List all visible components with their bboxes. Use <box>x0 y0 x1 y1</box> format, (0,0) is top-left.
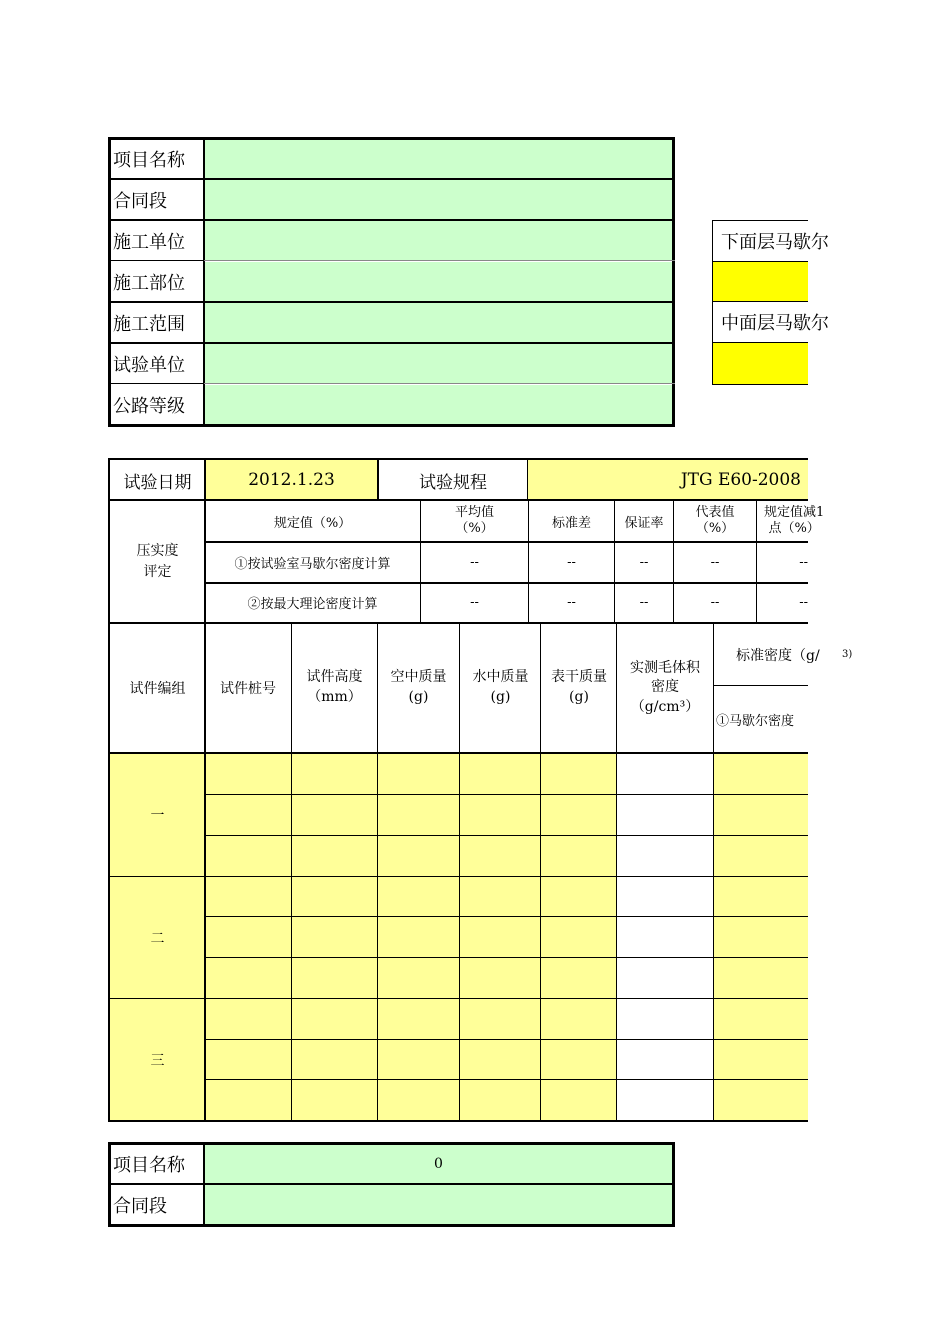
border <box>291 623 292 1121</box>
border <box>108 219 675 221</box>
border <box>108 383 204 384</box>
border <box>108 342 675 344</box>
construction-part-label: 施工部位 <box>113 272 185 294</box>
border <box>108 301 675 303</box>
contract-section-label-2: 合同段 <box>113 1195 167 1217</box>
border <box>108 424 675 427</box>
test-date-value[interactable]: 2012.1.23 <box>205 460 378 500</box>
border <box>108 752 808 754</box>
border <box>108 998 808 999</box>
col-average: 平均值 （%） <box>454 505 494 536</box>
contract-section-label: 合同段 <box>113 190 167 212</box>
test-unit-label: 试验单位 <box>113 354 185 376</box>
border <box>714 685 808 686</box>
col-spec-minus-one: 规定值减1 点（%） <box>764 505 825 536</box>
bulk-density-values <box>617 754 714 1120</box>
compaction-eval-label: 压实度 评定 <box>136 543 179 580</box>
border <box>205 835 808 836</box>
specimen-height-header: 试件高度 （mm） <box>306 669 363 705</box>
border <box>108 1224 675 1227</box>
specimen-station-header: 试件桩号 <box>220 681 276 697</box>
test-spec-value[interactable]: JTG E60-2008 <box>528 460 808 500</box>
road-grade-label: 公路等级 <box>113 395 185 417</box>
border <box>377 458 379 500</box>
road-grade-field[interactable] <box>205 385 672 424</box>
construction-range-label: 施工范围 <box>113 314 185 335</box>
border <box>528 500 529 623</box>
test-date-label: 试验日期 <box>123 472 192 493</box>
side-panel <box>712 220 829 385</box>
construction-range-field[interactable] <box>205 303 672 343</box>
ssd-mass-header: 表干质量 (g) <box>551 669 607 705</box>
border <box>108 137 675 140</box>
group-label: 一 <box>150 808 165 824</box>
border <box>673 500 674 623</box>
std-density-unit: 3) <box>842 649 853 660</box>
border <box>108 458 110 1122</box>
border <box>204 383 675 384</box>
col-guarantee-rate: 保证率 <box>624 515 664 531</box>
border <box>712 342 808 343</box>
middle-layer-marshall-value[interactable] <box>713 343 808 384</box>
lower-layer-marshall-label: 下面层马歇尔 <box>721 232 829 253</box>
border <box>108 1120 808 1122</box>
border <box>108 622 808 624</box>
border <box>205 582 808 584</box>
border <box>205 1039 808 1040</box>
border <box>204 260 675 261</box>
border <box>527 458 528 500</box>
test-spec-label: 试验规程 <box>419 472 487 493</box>
std-density-header <box>714 624 820 685</box>
border <box>420 500 421 623</box>
col-representative: 代表值 （%） <box>695 505 735 536</box>
compaction-std: -- <box>567 554 576 570</box>
construction-unit-field[interactable] <box>205 221 672 261</box>
border <box>756 500 757 623</box>
compaction-rep: -- <box>710 554 720 570</box>
border <box>108 1183 675 1185</box>
border <box>712 220 808 221</box>
specimen-group-header: 试件编组 <box>129 681 186 697</box>
border <box>205 916 808 917</box>
border <box>712 384 808 385</box>
specimen-input-area[interactable] <box>205 754 617 1120</box>
std-density-text: 标准密度（g/ <box>736 647 820 664</box>
border <box>108 1142 675 1145</box>
compaction-spec-minus: -- <box>799 595 808 610</box>
border <box>108 178 675 180</box>
border <box>712 301 808 302</box>
project-info-table <box>108 137 675 427</box>
construction-unit-label: 施工单位 <box>113 232 185 253</box>
group-cell <box>110 877 205 998</box>
compaction-avg: -- <box>470 595 479 610</box>
project-name-field[interactable] <box>205 139 672 179</box>
compaction-guarantee: -- <box>639 595 649 610</box>
border <box>204 458 206 1122</box>
border <box>108 876 808 877</box>
border <box>616 623 617 1121</box>
border <box>205 957 808 958</box>
group-label: 三 <box>150 1052 165 1069</box>
border <box>108 458 808 460</box>
marshall-density-values[interactable] <box>714 754 808 1120</box>
compaction-row-label: ①按试验室马歇尔密度计算 <box>234 556 391 572</box>
border <box>713 623 714 1121</box>
water-mass-header: 水中质量 (g) <box>472 669 529 705</box>
contract-section-field[interactable] <box>205 180 672 219</box>
border <box>540 623 541 1121</box>
border <box>377 623 378 1121</box>
lower-layer-marshall-value[interactable] <box>713 262 808 301</box>
project-name-field-2[interactable] <box>205 1144 672 1184</box>
compaction-std: -- <box>567 595 576 610</box>
marshall-density-header: ①马歇尔密度 <box>716 713 795 729</box>
border <box>712 261 808 262</box>
border <box>108 260 204 261</box>
project-name-label-2: 项目名称 <box>113 1155 185 1176</box>
test-unit-field[interactable] <box>205 344 672 383</box>
contract-section-field-2[interactable] <box>205 1185 672 1224</box>
test-table <box>108 458 853 1122</box>
compaction-avg: -- <box>470 554 479 570</box>
compaction-row-label: ②按最大理论密度计算 <box>247 597 378 612</box>
compaction-guarantee: -- <box>639 554 649 570</box>
border <box>205 1079 808 1080</box>
col-std-dev: 标准差 <box>551 515 591 531</box>
border <box>205 794 808 795</box>
border <box>614 500 615 623</box>
col-spec-value: 规定值（%） <box>273 515 352 531</box>
project-name-label: 项目名称 <box>113 150 185 171</box>
air-mass-header: 空中质量 (g) <box>390 669 447 705</box>
group-cell <box>110 754 205 876</box>
border <box>712 220 713 385</box>
project-name-value-2: 0 <box>434 1156 443 1172</box>
compaction-rep: -- <box>710 595 720 610</box>
border <box>205 541 808 543</box>
group-cell <box>110 999 205 1120</box>
middle-layer-marshall-label: 中面层马歇尔 <box>721 313 829 334</box>
project-info-table-2 <box>108 1142 675 1227</box>
border <box>108 499 808 501</box>
bulk-density-header: 实测毛体积 密度 （g/cm³） <box>630 659 700 715</box>
compaction-spec-minus: -- <box>799 554 808 570</box>
construction-part-field[interactable] <box>205 262 672 301</box>
group-label: 二 <box>150 930 165 947</box>
border <box>459 623 460 1121</box>
